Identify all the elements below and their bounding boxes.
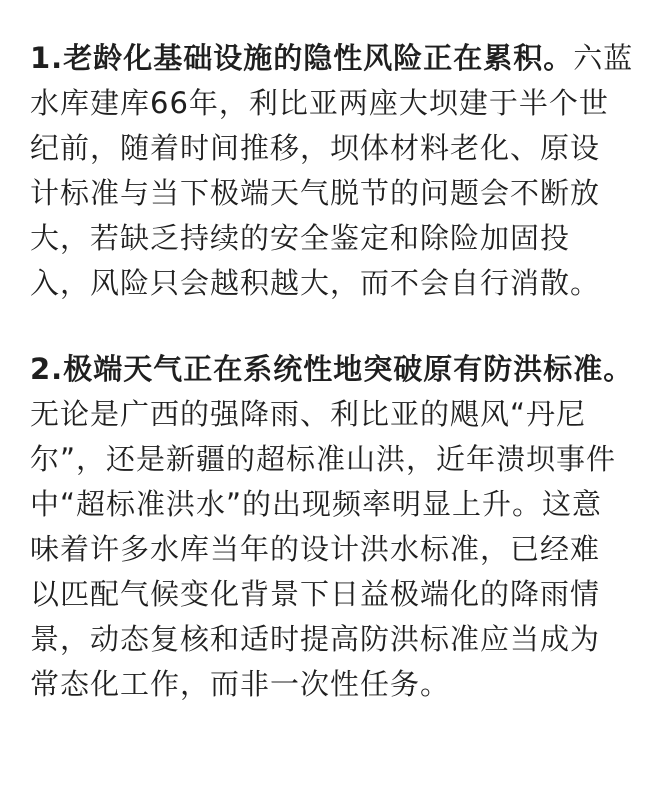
paragraph-line: 大，若缺乏持续的安全鉴定和除险加固投	[30, 221, 571, 255]
paragraph-heading: 2.极端天气正在系统性地突破原有防洪标准。	[30, 352, 634, 386]
paragraph-line: 中“超标准洪水”的出现频率明显上升。这意	[30, 487, 603, 521]
paragraph-line	[30, 36, 642, 81]
paragraph-line: 尔”，还是新疆的超标准山洪，近年溃坝事件	[30, 442, 617, 476]
paragraph-line: 无论是广西的强降雨、利比亚的飓风“丹尼	[30, 397, 587, 431]
paragraph-line: 入，风险只会越积越大，而不会自行消散。	[30, 266, 601, 300]
paragraph-line: 味着许多水库当年的设计洪水标准，已经难	[30, 532, 601, 566]
article-body	[30, 36, 642, 707]
paragraph-line: 以匹配气候变化背景下日益极端化的降雨情	[30, 577, 601, 611]
paragraph-1	[30, 36, 642, 306]
paragraph-line: 景，动态复核和适时提高防洪标准应当成为	[30, 622, 601, 656]
paragraph-line: 计标准与当下极端天气脱节的问题会不断放	[30, 176, 601, 210]
paragraph-2	[30, 347, 642, 707]
paragraph-text: 六蓝	[573, 41, 634, 75]
paragraph-line	[30, 347, 642, 392]
paragraph-line: 纪前，随着时间推移，坝体材料老化、原设	[30, 131, 601, 165]
paragraph-line: 水库建库66年，利比亚两座大坝建于半个世	[30, 86, 609, 120]
paragraph-heading: 1.老龄化基础设施的隐性风险正在累积。	[30, 41, 574, 75]
paragraph-line: 常态化工作，而非一次性任务。	[30, 667, 451, 701]
